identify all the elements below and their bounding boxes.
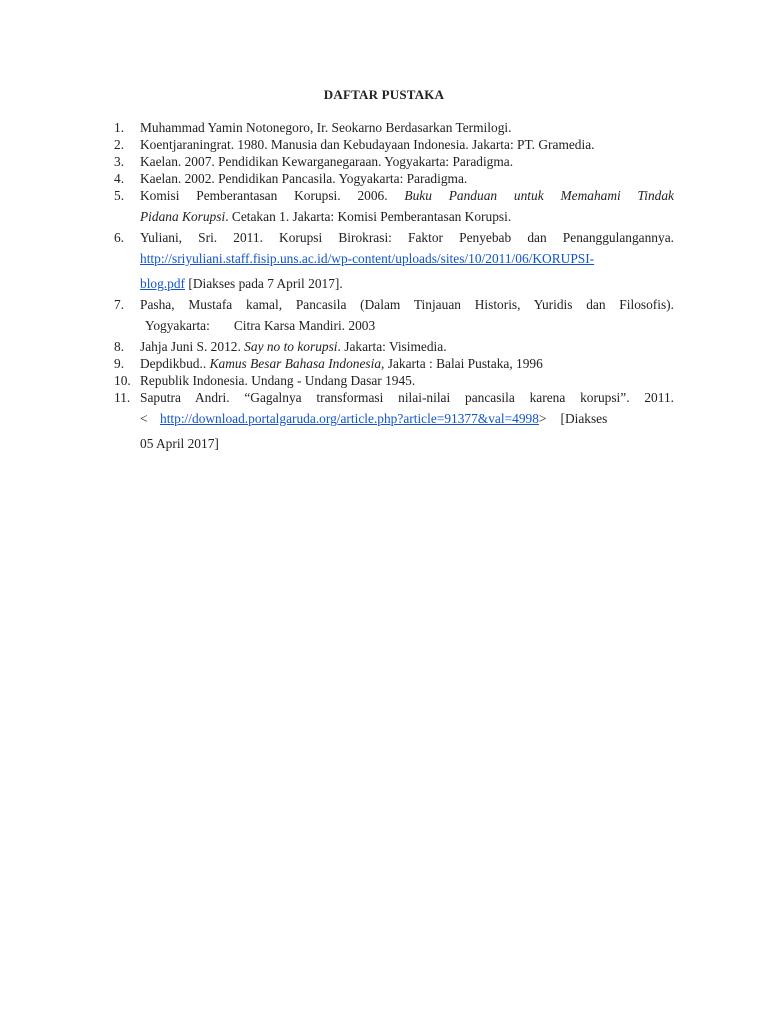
reference-line	[140, 271, 674, 296]
open-angle: <	[140, 411, 148, 426]
reference-line	[140, 246, 674, 271]
reference-text: 05 April 2017]	[140, 436, 219, 451]
reference-item-10	[0, 372, 768, 389]
item-number: 11.	[114, 390, 131, 405]
reference-text: Kaelan. 2002. Pendidikan Pancasila. Yogyakarta: Paradigma.	[140, 171, 468, 186]
reference-text: Saputra Andri. “Gagalnya transformasi nilai-nilai pancasila karena korupsi”. 2011.	[140, 390, 674, 405]
reference-item-5	[0, 187, 768, 229]
item-number: 7.	[114, 297, 125, 312]
publisher-city: Yogyakarta:	[145, 318, 210, 333]
reference-item-11	[0, 389, 768, 456]
reference-item-7	[0, 296, 768, 338]
publisher-name: Citra Karsa Mandiri. 2003	[233, 318, 376, 333]
reference-text: Pasha, Mustafa kamal, Pancasila (Dalam Tinjauan Historis, Yuridis dan Filosofis).	[140, 297, 674, 312]
page-title: DAFTAR PUSTAKA	[323, 87, 445, 102]
reference-item-3	[0, 153, 768, 170]
item-number: 2.	[114, 137, 125, 152]
url-link-continued[interactable]: blog.pdf	[140, 276, 186, 291]
reference-text: Muhammad Yamin Notonegoro, Ir. Seokarno Berdasarkan Termilogi.	[140, 120, 512, 135]
item-number: 4.	[114, 171, 125, 186]
reference-text: Komisi Pemberantasan Korupsi. 2006.	[140, 188, 388, 203]
reference-item-9	[0, 355, 768, 372]
book-title-italic: Say no to korupsi	[244, 339, 338, 354]
reference-text: . Cetakan 1. Jakarta: Komisi Pemberantasan Korupsi.	[225, 209, 512, 224]
access-date: [Diakses pada 7 April 2017].	[188, 276, 343, 291]
reference-text: Depdikbud..	[140, 356, 207, 371]
close-angle: >	[538, 411, 547, 426]
reference-item-6	[0, 229, 768, 296]
reference-item-8	[0, 338, 768, 355]
reference-line	[140, 187, 674, 204]
reference-list	[0, 119, 768, 456]
reference-text: Yuliani, Sri. 2011. Korupsi Birokrasi: Faktor Penyebab dan Penanggulangannya.	[140, 230, 674, 245]
item-number: 10.	[114, 373, 131, 388]
item-number: 8.	[114, 339, 125, 354]
book-title-italic: Buku Panduan untuk Memahami Tindak	[404, 188, 674, 203]
reference-line	[140, 313, 674, 338]
reference-text: . Jakarta: Visimedia.	[337, 339, 447, 354]
reference-text: Kaelan. 2007. Pendidikan Kewarganegaraan. Yogyakarta: Paradigma.	[140, 154, 514, 169]
reference-text: Jakarta : Balai Pustaka, 1996	[384, 356, 543, 371]
reference-item-2	[0, 136, 768, 153]
reference-line	[140, 406, 674, 431]
reference-text: Republik Indonesia. Undang - Undang Dasar 1945.	[140, 373, 416, 388]
item-number: 6.	[114, 230, 125, 245]
reference-line	[140, 204, 674, 229]
reference-item-4	[0, 170, 768, 187]
access-date: [Diakses	[560, 411, 608, 426]
url-link[interactable]: http://sriyuliani.staff.fisip.uns.ac.id/wp-content/uploads/sites/10/2011/06/KORUPSI-	[140, 251, 595, 266]
reference-text: Koentjaraningrat. 1980. Manusia dan Kebudayaan Indonesia. Jakarta: PT. Gramedia.	[140, 137, 595, 152]
reference-text: Jahja Juni S. 2012.	[140, 339, 241, 354]
reference-line	[140, 355, 674, 372]
item-number: 9.	[114, 356, 125, 371]
url-link[interactable]: http://download.portalgaruda.org/article.php?article=91377&val=4998	[160, 411, 539, 426]
item-number: 3.	[114, 154, 125, 169]
book-title-italic: Kamus Besar Bahasa Indonesia,	[209, 356, 385, 371]
reference-line	[140, 338, 674, 355]
item-number: 5.	[114, 188, 125, 203]
book-title-italic: Pidana Korupsi	[140, 209, 226, 224]
item-number: 1.	[114, 120, 125, 135]
reference-item-1	[0, 119, 768, 136]
